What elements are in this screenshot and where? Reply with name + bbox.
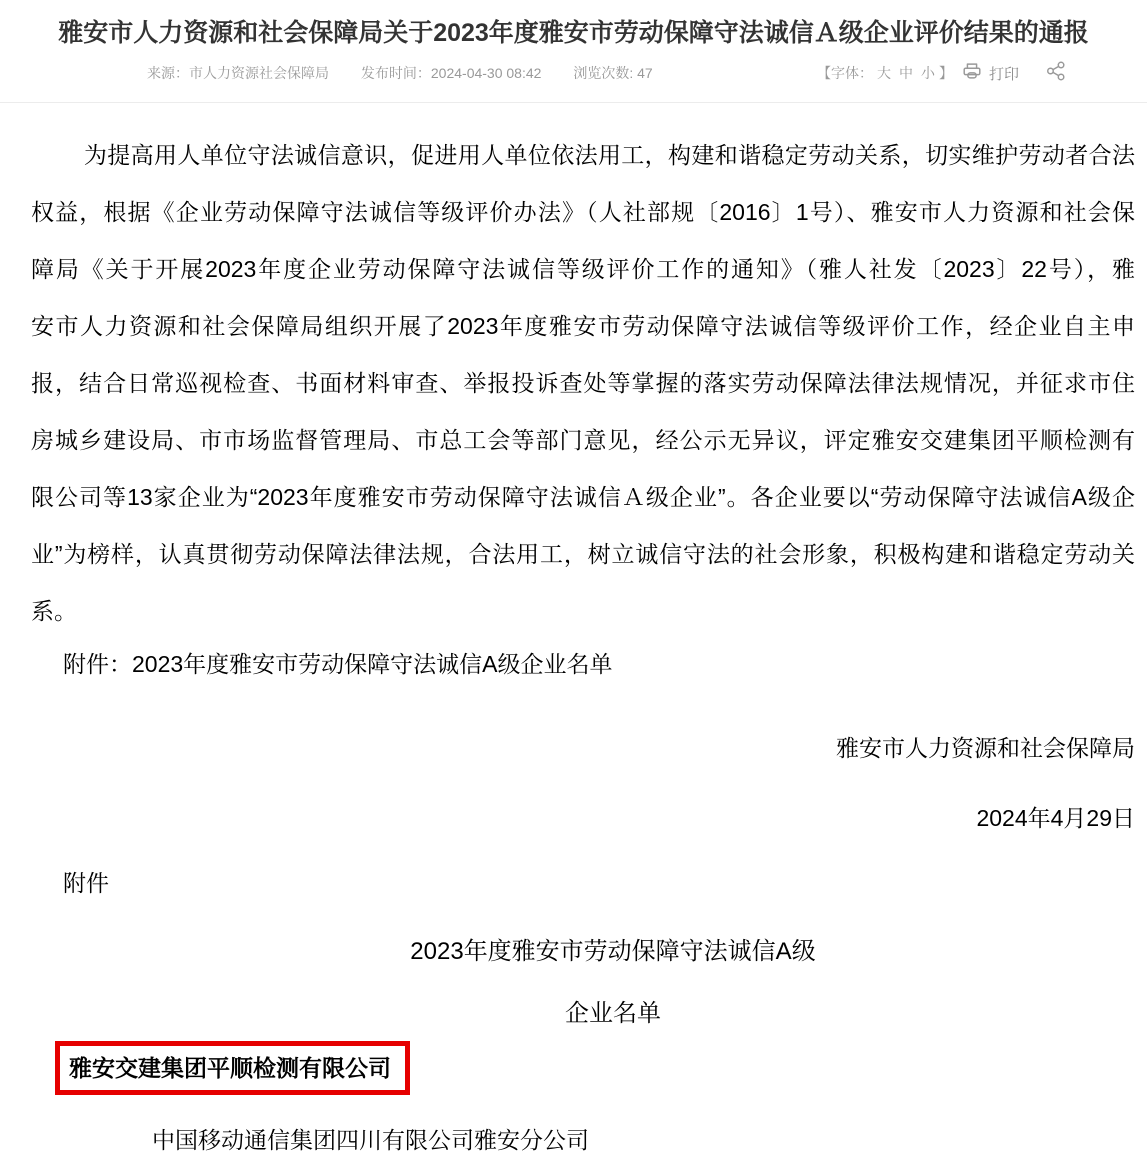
font-size-prefix: 【字体： [816,65,873,81]
font-size-large-button[interactable]: 大 [876,65,891,81]
paragraph-line: 房城乡建设局、市市场监督管理局、市总工会等部门意见，经公示无异议，评定雅安交建集团平顺检测有 [31,427,1135,453]
attachment-label: 附件 [63,870,109,896]
source-text: 来源：市人力资源社会保障局 [147,65,329,81]
paragraph-line: 业”为榜样，认真贯彻劳动保障法律法规，合法用工，树立诚信守法的社会形象，积极构建和谐稳定劳动关 [31,541,1135,567]
font-size-suffix: 】 [938,65,953,81]
publish-time-text: 发布时间：2024-04-30 08:42 [360,65,542,81]
paragraph-line: 限公司等13家企业为“2023年度雅安市劳动保障守法诚信Ａ级企业”。各企业要以“劳动保障守法诚信A级企 [31,484,1135,510]
notice-paragraph [31,127,1135,640]
font-size-control [817,62,953,84]
font-size-small-button[interactable]: 小 [920,65,935,81]
meta-info [147,62,681,84]
print-label: 打印 [988,65,1019,83]
notice-header [0,0,1147,103]
company-name: 中国移动通信集团四川有限公司雅安分公司 [152,1127,589,1153]
attachment-title-line2: 企业名单 [565,1000,661,1027]
paragraph-line: 报，结合日常巡视检查、书面材料审查、举报投诉查处等掌握的落实劳动保障法律法规情况，并征求市住 [31,370,1135,396]
paragraph-line: 为提高用人单位守法诚信意识，促进用人单位依法用工，构建和谐稳定劳动关系，切实维护劳动者合法 [83,142,1135,168]
paragraph-line: 权益，根据《企业劳动保障守法诚信等级评价办法》（人社部规〔2016〕1号）、雅安市人力资源和社会保 [31,199,1135,225]
paragraph-line: 系。 [31,598,77,624]
attachment-title-line1: 2023年度雅安市劳动保障守法诚信A级 [410,938,816,965]
company-name: 雅安交建集团平顺检测有限公司 [69,1055,391,1081]
issue-date: 2024年4月29日 [976,805,1135,831]
meta-controls [817,60,1067,86]
meta-bar [0,60,1147,102]
view-count-text: 浏览次数: 47 [573,65,653,81]
font-size-medium-button[interactable]: 中 [898,65,913,81]
paragraph-line: 障局《关于开展2023年度企业劳动保障守法诚信等级评价工作的通知》（雅人社发〔2023〕22号），雅 [31,256,1135,282]
notice-title: 雅安市人力资源和社会保障局关于2023年度雅安市劳动保障守法诚信Ａ级企业评价结果的通报 [58,19,1089,47]
notice-content [0,103,1147,1167]
printer-icon [961,60,989,86]
highlight-box [55,1041,410,1095]
company-item [55,1041,1135,1095]
issuer-signature: 雅安市人力资源和社会保障局 [836,735,1135,761]
share-icon [1045,60,1067,86]
share-button[interactable] [1045,60,1067,86]
print-button[interactable] [961,60,1019,86]
paragraph-line: 安市人力资源和社会保障局组织开展了2023年度雅安市劳动保障守法诚信等级评价工作，经企业自主申 [31,313,1135,339]
attachment-ref-line: 附件：2023年度雅安市劳动保障守法诚信A级企业名单 [63,651,613,677]
company-item [31,1124,1135,1156]
